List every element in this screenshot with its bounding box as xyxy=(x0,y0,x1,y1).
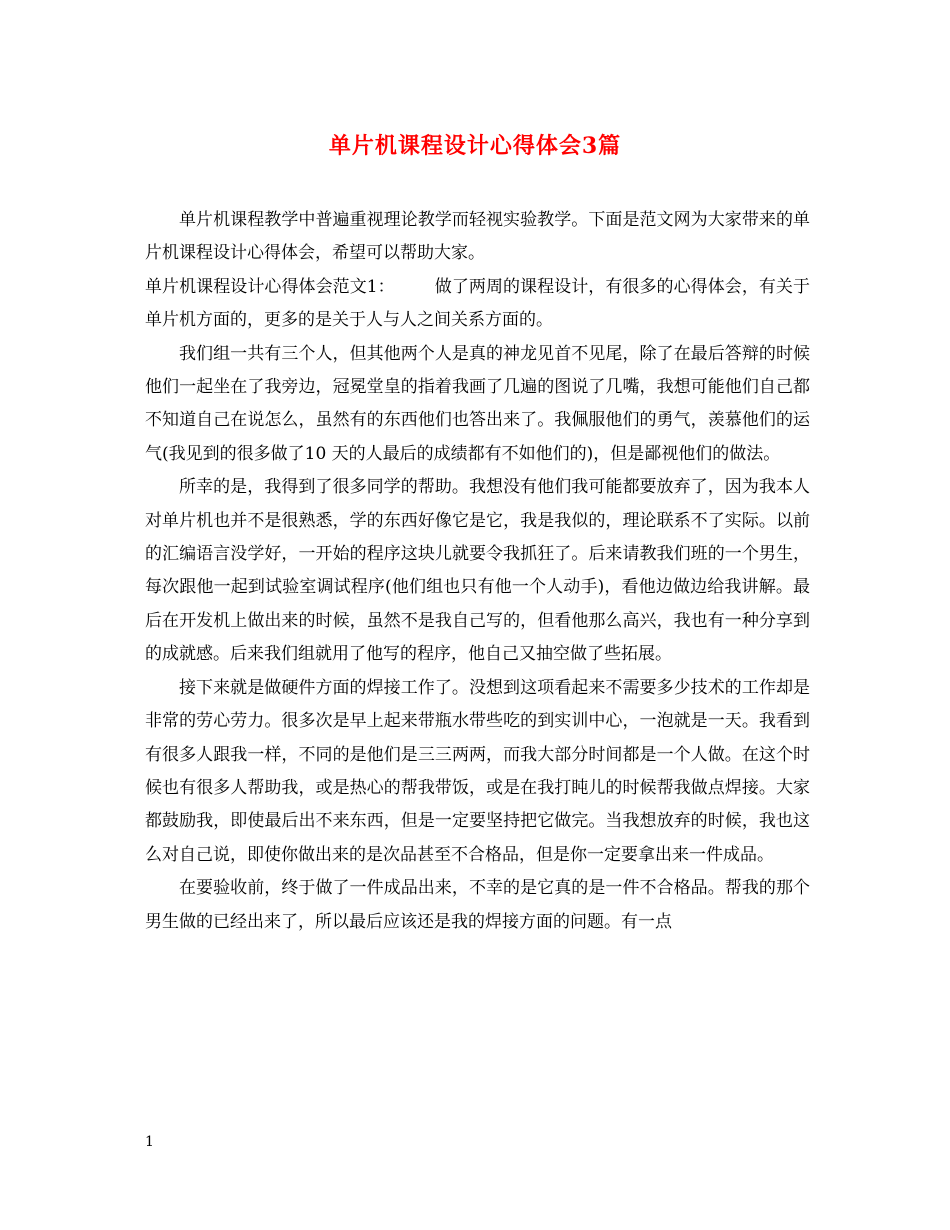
sample-first-line: 做了两周的课程设计，有很多的心得体会，有关于单片机方面的，更多的是关于人与人之间关系方面的。 xyxy=(145,276,810,331)
sample-heading: 单片机课程设计心得体会范文1： xyxy=(145,276,395,297)
body-paragraph-team: 我们组一共有三个人，但其他两个人是真的神龙见首不见尾，除了在最后答辩的时候他们一起坐在了我旁边，冠冕堂皇的指着我画了几遍的图说了几嘴，我想可能他们自己都不知道自己在说怎么，虽然有的东西他们也答出来了。我佩服他们的勇气，羡慕他们的运气(我见到的很多做了10 天的人最后的成绩都有不如他们的)，但是鄙视他们的做法。 xyxy=(145,343,810,464)
document-body xyxy=(145,204,810,939)
body-paragraph-soldering: 接下来就是做硬件方面的焊接工作了。没想到这项看起来不需要多少技术的工作却是非常的劳心劳力。很多次是早上起来带瓶水带些吃的到实训中心，一泡就是一天。我看到有很多人跟我一样，不同的是他们是三三两两，而我大部分时间都是一个人做。在这个时候也有很多人帮助我，或是热心的帮我带饭，或是在我打盹儿的时候帮我做点焊接。大家都鼓励我，即使最后出不来东西，但是一定要坚持把它做完。当我想放弃的时候，我也这么对自己说，即使你做出来的是次品甚至不合格品，但是你一定要拿出来一件成品。 xyxy=(145,677,810,865)
page-number: 1 xyxy=(145,1134,154,1150)
intro-paragraph: 单片机课程教学中普遍重视理论教学而轻视实验教学。下面是范文网为大家带来的单片机课程设计心得体会，希望可以帮助大家。 xyxy=(145,210,810,264)
sample-paragraph xyxy=(145,271,810,338)
body-paragraph-help: 所幸的是，我得到了很多同学的帮助。我想没有他们我可能都要放弃了，因为我本人对单片机也并不是很熟悉，学的东西好像它是它，我是我似的，理论联系不了实际。以前的汇编语言没学好，一开始的程序这块儿就要令我抓狂了。后来请教我们班的一个男生，每次跟他一起到试验室调试程序(他们组也只有他一个人动手)，看他边做边给我讲解。最后在开发机上做出来的时候，虽然不是我自己写的，但看他那么高兴，我也有一种分享到的成就感。后来我们组就用了他写的程序，他自己又抽空做了些拓展。 xyxy=(145,477,810,665)
body-paragraph-acceptance: 在要验收前，终于做了一件成品出来，不幸的是它真的是一件不合格品。帮我的那个男生做的已经出来了，所以最后应该还是我的焊接方面的问题。有一点 xyxy=(145,878,810,932)
document-title: 单片机课程设计心得体会3篇 xyxy=(328,133,622,159)
